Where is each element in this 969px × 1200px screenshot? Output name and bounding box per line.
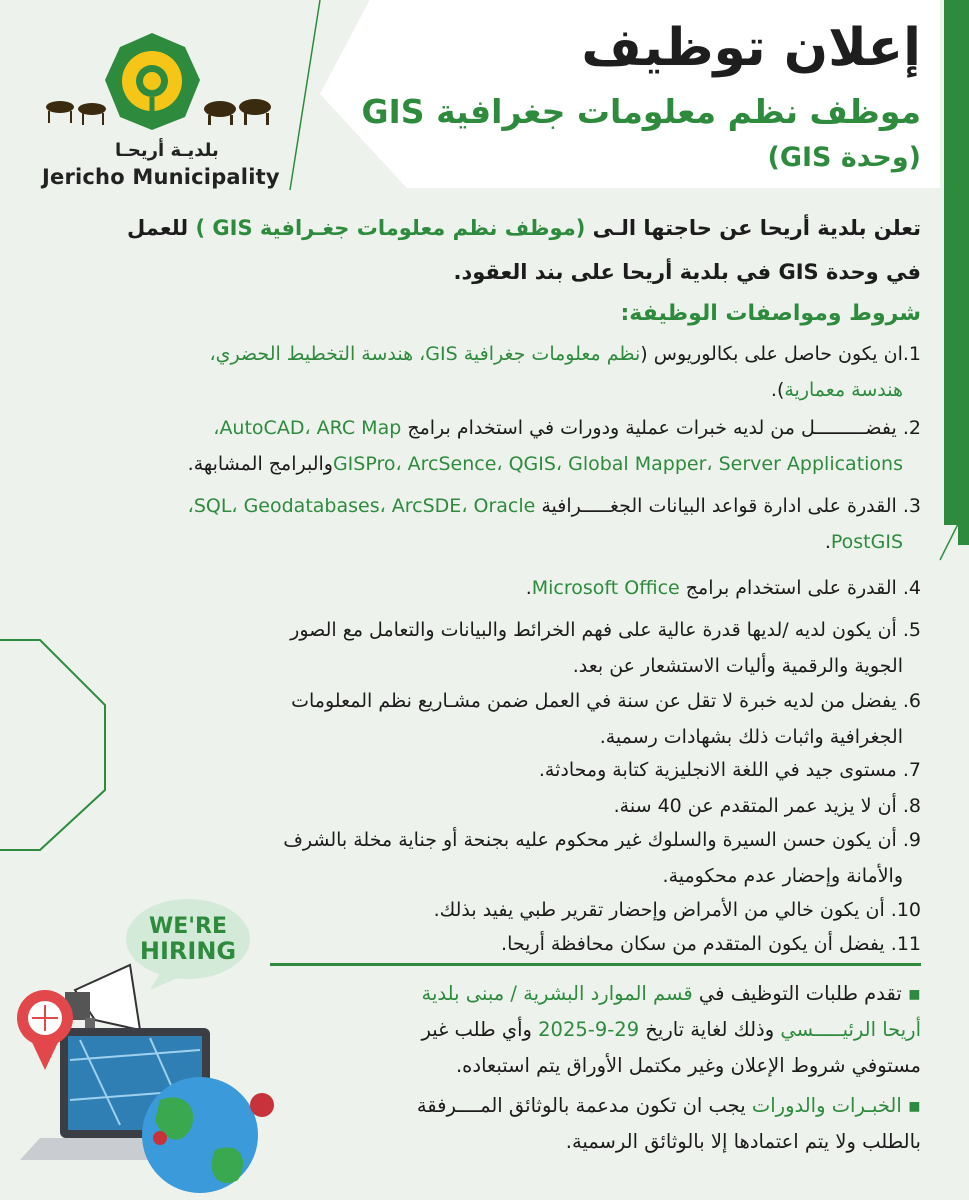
logo-english-name: Jericho Municipality [42, 165, 280, 189]
gis-illustration [0, 960, 290, 1200]
condition-item-1: 1.ان يكون حاصل على بكالوريوس (نظم معلومات جغرافية GIS، هندسة التخطيط الحضري، هندسة معمارية). [209, 343, 921, 401]
hiring-line-2: HIRING [139, 937, 237, 965]
conditions-heading: شروط ومواصفات الوظيفة: [620, 301, 921, 326]
condition-item-5: 5. أن يكون لديه /لديها قدرة عالية على فهم الخرائط والبيانات والتعامل مع الصور الجوية والرقمية وأليات الاستشعار عن بعد. [290, 619, 921, 677]
lions-right-icon [204, 99, 271, 125]
intro-paragraph [30, 206, 921, 294]
condition-item-8: 8. أن لا يزيد عمر المتقدم عن 40 سنة. [613, 795, 921, 817]
note-application-submission: ▪تقدم طلبات التوظيف في قسم الموارد البشرية / مبنى بلدية أريحا الرئيـــــسي وذلك لغاية تاريخ 29-9-2025 وأي طلب غير مستوفي شروط الإعلان وغير مكتمل الأوراق يتم استبعاده. [421, 982, 921, 1077]
condition-item-6: 6. يفضل من لديه خبرة لا تقل عن سنة في العمل ضمن مشـاريع نظم المعلومات الجغرافية واثبات ذلك بشهادات رسمية. [291, 690, 921, 748]
accent-bar-tab [958, 525, 969, 545]
accent-bar [944, 0, 969, 525]
page-title: إعلان توظيف [581, 18, 921, 78]
bullet-icon: ▪ [907, 982, 921, 1005]
condition-item-11: 11. يفضل أن يكون المتقدم من سكان محافظة أريحا. [501, 933, 921, 955]
condition-item-2: 2. يفضـــــــــل من لديه خبرات عملية ودورات في استخدام برامج AutoCAD، ARC Map، GISPro، ArcSence، QGIS، Global Mapper، Server Applicationsوالبرامج المشابهة. [187, 417, 921, 475]
condition-item-4: 4. القدرة على استخدام برامج Microsoft Office. [525, 577, 921, 599]
section-divider [270, 963, 921, 966]
animals-left-icon [46, 101, 106, 125]
logo-emblem-icon [105, 33, 200, 130]
logo-arabic-name: بلديـة أريحـا [115, 140, 219, 161]
condition-item-3: 3. القدرة على ادارة قواعد البيانات الجغـــــرافية SQL، Geodatabases، ArcSDE، Oracle، PostGIS. [187, 495, 921, 553]
bullet-icon: ▪ [907, 1094, 921, 1117]
unit-label: (وحدة GIS) [767, 142, 921, 173]
intro-line-1: تعلن بلدية أريحا عن حاجتها الـى (موظف نظم معلومات جغـرافية GIS ) للعمل [127, 216, 921, 240]
intro-line-2: في وحدة GIS في بلدية أريحا على بند العقود. [453, 260, 921, 284]
hiring-line-1: WE'RE [149, 914, 227, 939]
job-title: موظف نظم معلومات جغرافية GIS [361, 92, 921, 131]
condition-item-9: 9. أن يكون حسن السيرة والسلوك غير محكوم عليه بجنحة أو جناية مخلة بالشرف والأمانة وإحضار عدم محكومية. [283, 829, 921, 887]
note-experience-documents: ▪الخبـرات والدورات يجب ان تكون مدعمة بالوثائق المــــرفقة بالطلب ولا يتم اعتمادها إلا بالوثائق الرسمية. [416, 1094, 921, 1153]
condition-item-10: 10. أن يكون خالي من الأمراض وإحضار تقرير طبي يفيد بذلك. [433, 899, 921, 921]
condition-item-7: 7. مستوى جيد في اللغة الانجليزية كتابة ومحادثة. [538, 759, 921, 781]
